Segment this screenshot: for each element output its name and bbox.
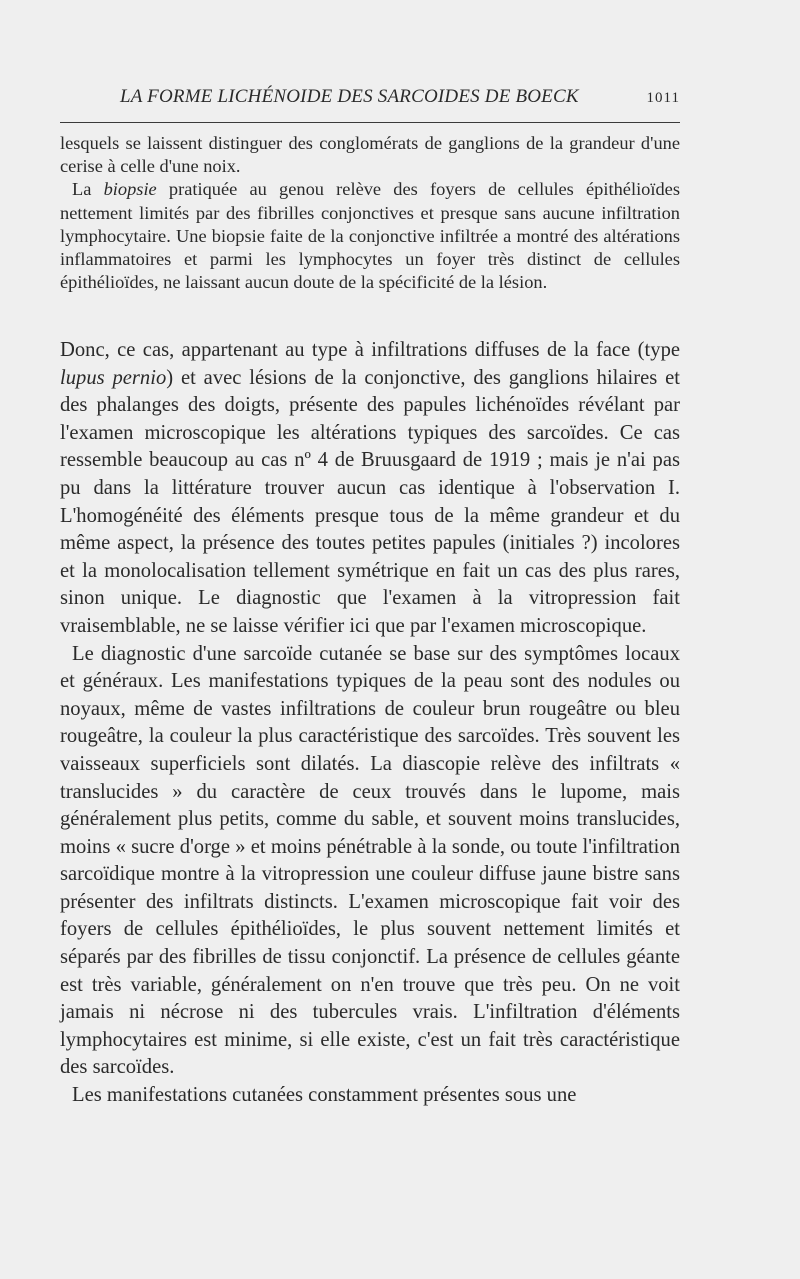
small-paragraph-1: lesquels se laissent distinguer des conglomérats de ganglions de la grandeur d'une cerise à celle d'une noix.	[60, 133, 680, 177]
small-paragraph-2-lead: La	[72, 179, 104, 200]
main-paragraph-1-rest: ) et avec lésions de la conjonctive, des ganglions hilaires et des phalanges des doigts, présente des papules lichénoïdes révélant par l'examen microscopique les altérations typiques des sarcoïdes. Ce cas ressemble beaucoup au cas nº 4 de Bruusgaard de 1919 ; mais je n'ai pas pu dans la littérature trouver aucun cas identique à l'observation I. L'homogénéité des éléments presque tous de la même grandeur et du même aspect, la présence des toutes petites papules (initiales ?) incolores et la monolocalisation tellement symétrique en fait un cas des plus rares, sinon unique. Le diagnostic que l'examen à la vitropression fait vraisemblable, ne se laisse vérifier ici que par l'examen microscopique.	[60, 366, 680, 637]
small-paragraph-2-rest: pratiquée au genou relève des foyers de cellules épithélioïdes nettement limités par des fibrilles conjonctives et presque sans aucune infiltration lymphocytaire. Une biopsie faite de la conjonctive infiltrée a montré des altérations inflammatoires et parmi les lymphocytes un foyer très distinct de cellules épithélioïdes, ne laissant aucun doute de la spécificité de la lésion.	[60, 179, 680, 293]
running-header	[60, 86, 680, 108]
running-title: LA FORME LICHÉNOIDE DES SARCOIDES DE BOECK	[120, 86, 579, 107]
main-paragraph-2: Le diagnostic d'une sarcoïde cutanée se base sur des symptômes locaux et généraux. Les manifestations typiques de la peau sont des nodules ou noyaux, même de vastes infiltrations de couleur brun rougeâtre ou bleu rougeâtre, la couleur la plus caractéristique des sarcoïdes. Très souvent les vaisseaux superficiels sont dilatés. La diascopie relève des infiltrats « translucides » du caractère de ceux trouvés dans le lupome, mais généralement plus petits, comme du sable, et souvent moins translucides, moins « sucre d'orge » et moins pénétrable à la sonde, ou toute l'infiltration sarcoïdique montre à la vitropression une couleur diffuse jaune bistre sans présenter des infiltrats distincts. L'examen microscopique fait voir des foyers de cellules épithélioïdes, le plus souvent nettement limités et séparés par des fibrilles de tissu conjonctif. La présence de cellules géante est très variable, généralement on n'en trouve que très peu. On ne voit jamais ni nécrose ni des tubercules vrais. L'infiltration d'éléments lymphocytaires est minime, si elle existe, c'est un fait très caractéristique des sarcoïdes.	[60, 642, 680, 1079]
biopsie-italic: biopsie	[103, 179, 157, 200]
lupus-pernio-italic: lupus pernio	[60, 366, 167, 389]
header-rule	[60, 122, 680, 123]
main-paragraph-1-lead: Donc, ce cas, appartenant au type à infiltrations diffuses de la face (type	[60, 339, 680, 361]
small-print-block	[60, 132, 680, 294]
main-paragraph-3: Les manifestations cutanées constamment présentes sous une	[72, 1084, 577, 1107]
page-number: 1011	[646, 90, 680, 106]
main-text-block	[60, 337, 680, 1110]
main-paragraph-1	[60, 337, 680, 641]
small-paragraph-2	[60, 178, 680, 294]
